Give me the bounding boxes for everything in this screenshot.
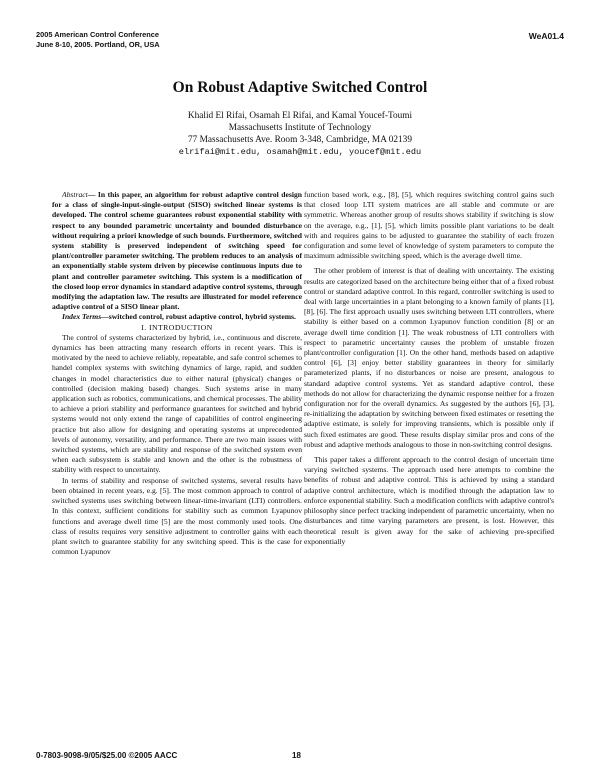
abstract-text: — In this paper, an algorithm for robust adaptive control design for a class of single-input-single-output (SISO) switched linear systems is developed. The control scheme guarantees robust exponential stability with respect to any bounded parametric uncertainty and bounded disturbance without requiring a priori knowledge of such bounds. Furthermore, switched system stability is preserved independent of switching speed for plant/controller parameter switching. The problem reduces to an analysis of an exponentially stable system driven by piecewise continuous inputs due to plant and controller parameter switching. This system is a modification of the closed loop error dynamics in standard adaptive control systems, through modifying the adaptation law. The results are illustrated for model reference adaptive control of a SISO linear plant. <box>52 190 302 312</box>
author-names: Khalid El Rifai, Osamah El Rifai, and Kamal Youcef-Toumi <box>187 111 413 121</box>
left-column <box>52 190 302 557</box>
abstract <box>52 190 302 312</box>
section-heading-introduction: I. INTRODUCTION <box>141 322 213 332</box>
abstract-label: Abstract <box>62 190 88 199</box>
author-institution: Massachusetts Institute of Technology <box>228 123 372 133</box>
index-terms <box>52 312 302 322</box>
conference-date-location: June 8-10, 2005. Portland, OR, USA <box>36 40 160 49</box>
author-emails: elrifai@mit.edu, osamah@mit.edu, youcef@mit.edu <box>178 147 422 157</box>
body-paragraph: function based work, e.g., [8], [5], which requires switching control gains such that closed loop LTI system matrices are all stable and commute or are symmetric. Whereas another group of results shows stability if switching is slow on the average, e.g., [1], [5], which limits possible plant variations to be dealt with and requires gains to be adjusted to guarantee the stability of each frozen configuration and some level of knowledge of system parameters to compute the maximum admissible switching speed, which is the average dwell time. <box>304 190 554 261</box>
conference-name: 2005 American Control Conference <box>36 30 159 39</box>
index-terms-text: —switched control, robust adaptive control, hybrid systems. <box>101 312 296 322</box>
right-column <box>304 190 554 547</box>
author-block <box>0 110 600 158</box>
page-number: 18 <box>292 751 301 760</box>
author-address: 77 Massachusetts Ave. Room 3-348, Cambridge, MA 02139 <box>188 135 412 145</box>
conference-info <box>36 30 160 50</box>
index-terms-label: Index Terms <box>62 312 102 322</box>
session-code: WeA01.4 <box>528 31 564 41</box>
copyright-notice: 0-7803-9098-9/05/$25.00 ©2005 AACC <box>36 751 178 760</box>
body-paragraph: In terms of stability and response of switched systems, several results have been obtained in recent years, e.g. [5]. The most common approach to control of switched systems uses switching between linear-time-invariant (LTI) controllers. In this context, sufficient conditions for stability such as common Lyapunov functions and average dwell time [5] are the most commonly used tools. One class of results requires very sensitive adjustment to controller gains with each plant switch to guarantee stability for any switching speed. This is the case for common Lyapunov <box>52 475 302 557</box>
body-paragraph: The other problem of interest is that of dealing with uncertainty. The existing results are categorized based on the architecture being either that of a fixed robust control or standard adaptive control. In this regard, controller switching is used to deal with large uncertainties in a plant belonging to a known family of plants [1], [8], [6]. The first approach usually uses switching between LTI controllers, where stability is either based on a common Lyapunov function condition [8] or an average dwell time condition [1]. The weak robustness of LTI controllers with respect to parametric uncertainty causes the problem of unstable frozen plant/controller configuration [1]. On the other hand, methods based on adaptive control [6], [3] enjoy better stability guarantees in theory for similarly parameterized plants, if no disturbances or noise are present, analogous to standard adaptive control systems. Yet as standard adaptive control, these methods do not allow for characterizing the dynamic response neither for a frozen configuration nor for the overall dynamics. As suggested by the authors [6], [3], re-initializing the adaptation by switching between fixed estimates or resetting the adaptive estimate, is solely for improving transients, which is possible only if such fixed estimates are good. These results display similar pros and cons of the robust and adaptive methods analogous to those in non-switching control designs. <box>304 266 554 449</box>
body-paragraph: This paper takes a different approach to the control design of uncertain time varying switched systems. The approach used here attempts to combine the benefits of robust and adaptive control. This is achieved by using a standard adaptive control architecture, which is modified through the adaptation law to enforce exponential stability. Such a modification conflicts with adaptive control's philosophy since perfect tracking independent of parametric uncertainty, when no disturbances and time varying parameters are present, is lost. However, this theoretical result is given away for the sake of achieving pre-specified exponentially <box>304 455 554 546</box>
body-paragraph: The control of systems characterized by hybrid, i.e., continuous and discrete, dynamics has been attracting many research efforts in recent years. This is motivated by the need to achieve reliably, repeatable, and safe control schemes to handel complex systems with switching dynamics of large, rapid, and sudden changes in model characteristics due to either natural (physical) changes or controlled (decision making based) changes. Such systems arise in many application such as robotics, communications, and chemical processes. The ability to achieve a priori stability and performance guarantees for switched and hybrid systems would not only extend the range of capabilities of control engineering practice but also allow for designing and operating systems at unprecedented levels of autonomy, versatility, and performance. There are two main issues with switched systems, which are stability and response of the switched system even when each subsystem is stable and known and the other is the robustness of stability with respect to uncertainty. <box>52 332 302 475</box>
paper-title: On Robust Adaptive Switched Control <box>172 79 428 96</box>
